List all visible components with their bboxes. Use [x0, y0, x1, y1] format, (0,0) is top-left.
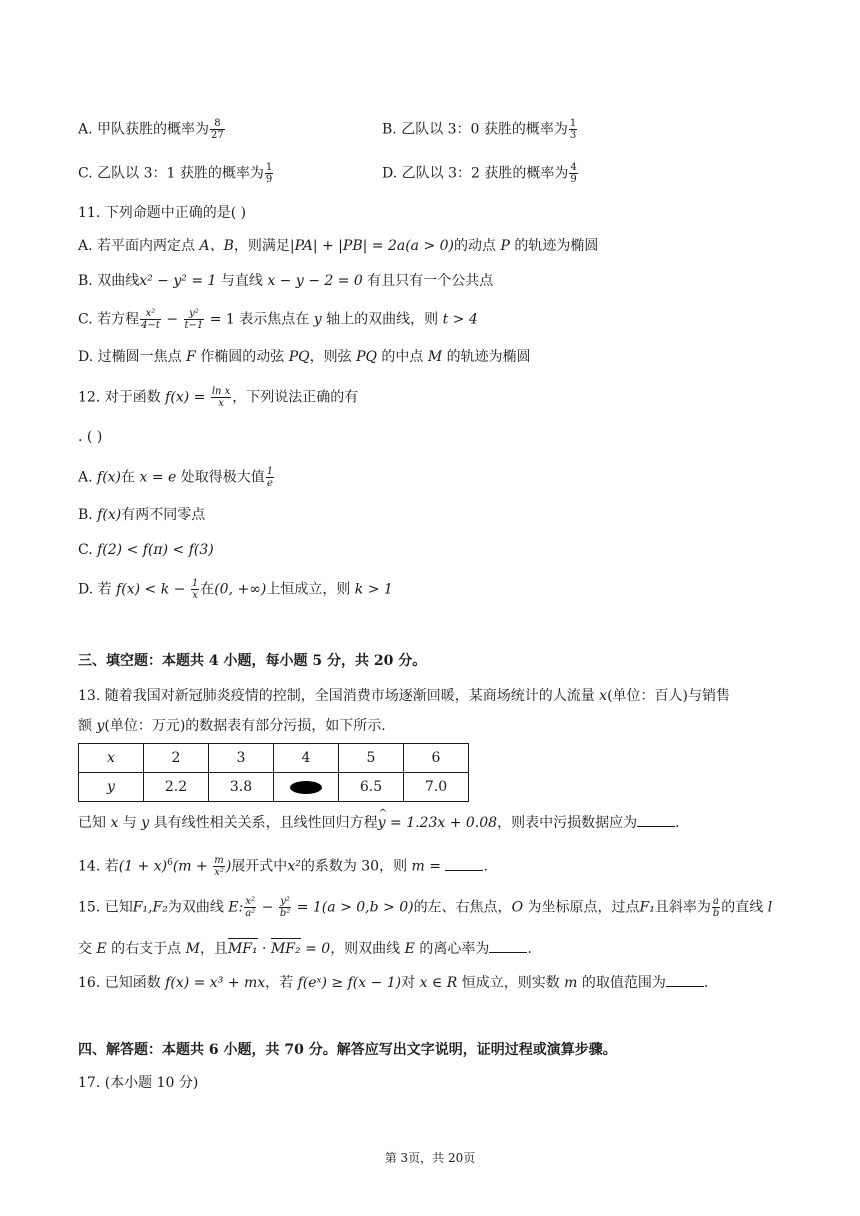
math: x ∈ R [419, 975, 458, 991]
denominator: b² [279, 908, 291, 919]
text: 的取值范围为 [577, 975, 666, 991]
text: 作椭圆的动弦 [195, 349, 289, 365]
fraction [279, 896, 291, 919]
math: y [141, 815, 150, 831]
math: ^ y [378, 813, 386, 833]
text: D. 过椭圆一焦点 [78, 349, 187, 365]
answer-blank[interactable] [445, 856, 483, 871]
math: = 1.23x + 0.08 [385, 815, 498, 831]
text: 且斜率为 [654, 899, 711, 916]
text: 交 [78, 941, 97, 957]
denominator: t−1 [184, 320, 204, 331]
text: 在 [121, 469, 140, 486]
math: x = e [139, 469, 177, 486]
text: ，若 [265, 975, 298, 991]
q10-option-c [78, 162, 274, 185]
numerator: 1 [191, 578, 199, 589]
data-table [78, 743, 469, 802]
text: ，则双曲线 [330, 941, 405, 957]
math: f(x) [97, 507, 122, 523]
denominator: x [192, 590, 198, 601]
table-cell: 7.0 [404, 773, 469, 802]
text: . [483, 858, 488, 875]
text: 的系数为 30，则 [300, 858, 412, 875]
text: 的动点 [454, 238, 501, 254]
fraction [184, 308, 205, 331]
math: m [564, 975, 578, 991]
fraction [211, 386, 231, 409]
math: t > 4 [442, 311, 478, 328]
math: f(x) < k − [116, 581, 190, 598]
page-footer: 第 3页，共 20页 [384, 1151, 476, 1165]
denominator: 27 [211, 130, 224, 141]
math: E [404, 941, 415, 957]
denominator: 9 [570, 174, 577, 185]
text: 的左、右焦点， [413, 899, 512, 916]
text: ，下列说法正确的有 [232, 389, 359, 406]
denominator: a² [245, 908, 256, 919]
math: F [186, 349, 196, 365]
table-cell: 3 [209, 744, 274, 773]
fraction [213, 855, 225, 878]
math: = 0 [300, 941, 331, 957]
table-cell: 6 [404, 744, 469, 773]
numerator: 1 [569, 118, 577, 129]
math: = 1(a > 0,b > 0) [292, 899, 414, 916]
math: x − y − 2 = 0 [267, 273, 363, 289]
table-cell-smudged [274, 773, 339, 802]
denominator: 3 [569, 130, 577, 141]
option-text: C. 乙队以 3：1 获胜的概率为 [78, 165, 264, 182]
math: |PA| + |PB| = 2a(a > 0) [289, 238, 455, 254]
text: C. [78, 542, 98, 558]
numerator: 8 [210, 118, 225, 130]
table-cell: 6.5 [339, 773, 404, 802]
q13-line3 [78, 812, 680, 833]
q15-line1 [78, 896, 772, 919]
q11-option-d [78, 347, 531, 367]
q10-option-d [382, 162, 579, 185]
math: (0, +∞) [214, 581, 267, 598]
q12-option-d [78, 578, 393, 601]
answer-blank[interactable] [637, 812, 675, 827]
math: M [427, 349, 443, 365]
ink-smudge [290, 781, 322, 794]
text: 已知 [78, 815, 111, 831]
math: E [96, 941, 107, 957]
table-row [79, 773, 469, 802]
q12-stem [78, 386, 358, 409]
text: ，则满足 [233, 238, 290, 254]
denominator: e [266, 478, 273, 489]
text: 为坐标原点，过点 [523, 899, 640, 916]
math: f(eˣ) ≥ f(x − 1) [297, 975, 402, 991]
denominator: b [712, 908, 720, 919]
table-cell: 3.8 [209, 773, 274, 802]
fraction [266, 466, 274, 489]
exponent: 6 [167, 858, 173, 868]
text: ，且 [199, 941, 228, 957]
fraction [569, 162, 577, 185]
q17-heading: 17. (本小题 10 分) [78, 1075, 199, 1091]
math: M [185, 941, 200, 957]
math: f(x) [97, 469, 122, 486]
q11-option-a [78, 236, 598, 256]
q12-stem-cont: . ( ) [78, 429, 103, 445]
text: 有两不同零点 [121, 507, 206, 523]
text: 具有线性相关关系，且线性回归方程 [149, 815, 378, 831]
numerator: 4 [570, 162, 577, 173]
text: D. 若 [78, 581, 117, 598]
text: B. [78, 507, 98, 523]
math: − [161, 311, 183, 328]
text: 与 [118, 815, 142, 831]
numerator: 1 [265, 162, 273, 173]
text: (单位：百人)与销售 [607, 688, 731, 704]
text: 14. 若 [78, 858, 119, 875]
answer-blank[interactable] [666, 972, 704, 987]
math: − [257, 899, 278, 916]
math: F₁,F₂ [132, 899, 168, 916]
fraction [191, 578, 199, 601]
math: F₁ [639, 899, 655, 916]
text: 与直线 [216, 273, 268, 289]
text: 表示焦点在 [234, 311, 314, 328]
denominator: 9 [265, 174, 273, 185]
math: x [110, 815, 119, 831]
q11-stem: 11. 下列命题中正确的是( ) [78, 205, 247, 221]
fraction [569, 118, 577, 141]
math: y [313, 311, 322, 328]
q13-line1 [78, 686, 730, 706]
section-heading: 三、填空题：本题共 4 小题，每小题 5 分，共 20 分。 [78, 653, 427, 669]
text: 的离心率为 [414, 941, 490, 957]
text: 恒成立，则实数 [457, 975, 565, 991]
q12-option-c [78, 540, 214, 560]
vector: MF₂ [270, 941, 301, 957]
text: 16. 已知函数 [78, 975, 166, 991]
vector: MF₁ [227, 941, 258, 957]
math: E: [228, 899, 244, 916]
text: C. 若方程 [78, 311, 140, 328]
numerator: y² [184, 308, 205, 320]
numerator: x² [245, 896, 256, 907]
math: x [599, 688, 608, 704]
q10-option-a [78, 118, 226, 141]
q16-line [78, 972, 708, 993]
table-cell: 2.2 [144, 773, 209, 802]
math: y [96, 718, 105, 734]
math: f(x) = x³ + mx [165, 975, 266, 991]
fraction [244, 896, 256, 919]
text: B. 双曲线 [78, 273, 140, 289]
table-cell: 5 [339, 744, 404, 773]
table-cell: 2 [144, 744, 209, 773]
denominator: 4−t [141, 320, 160, 331]
math: f(x) = [165, 389, 210, 406]
table-cell: x [79, 744, 144, 773]
text: 15. 已知 [78, 899, 133, 916]
section-heading: 四、解答题：本题共 6 小题，共 70 分。解答应写出文字说明，证明过程或演算步骤。 [78, 1042, 617, 1058]
option-text: D. 乙队以 3：2 获胜的概率为 [382, 165, 569, 182]
fraction [140, 308, 161, 331]
numerator: ln x [211, 386, 231, 397]
text: . [703, 975, 709, 991]
math: A、B [199, 238, 234, 254]
fraction [712, 896, 720, 919]
math: x² [287, 858, 301, 875]
answer-blank[interactable] [489, 938, 527, 953]
numerator: a [713, 896, 720, 907]
text: 的轨迹为椭圆 [509, 238, 599, 254]
text: 对 [401, 975, 420, 991]
text: 额 [78, 718, 97, 734]
math: x² − y² = 1 [139, 273, 217, 289]
option-text: B. 乙队以 3：0 获胜的概率为 [382, 121, 568, 138]
numerator: y² [280, 896, 290, 907]
table-cell: 4 [274, 744, 339, 773]
text: 的轨迹为椭圆 [442, 349, 531, 365]
text: 上恒成立，则 [266, 581, 355, 598]
text: ，则弦 [309, 349, 357, 365]
fraction [210, 118, 225, 141]
denominator: x [218, 398, 224, 409]
text: 处取得极大值 [176, 469, 265, 486]
math: m = [411, 858, 446, 875]
numerator: 1 [266, 466, 274, 477]
table-row [79, 744, 469, 773]
math: f(2) < f(π) < f(3) [97, 542, 214, 558]
text: A. [78, 469, 98, 486]
text: 13. 随着我国对新冠肺炎疫情的控制，全国消费市场逐渐回暖，某商场统计的人流量 [78, 688, 600, 704]
q11-option-b [78, 271, 493, 291]
text: 的右支于点 [106, 941, 186, 957]
text: 有且只有一个公共点 [362, 273, 494, 289]
text: 展开式中 [231, 858, 288, 875]
text: (单位：万元)的数据表有部分污损，如下所示. [104, 718, 386, 734]
math: k > 1 [354, 581, 393, 598]
text: 的直线 [721, 899, 768, 916]
numerator: x² [140, 308, 161, 320]
numerator: m [214, 855, 224, 867]
math: · [257, 941, 271, 957]
text: 在 [200, 581, 215, 598]
text: ，则表中污损数据应为 [497, 815, 638, 831]
denominator: x² [214, 867, 224, 879]
math: (1 + x) [118, 858, 168, 875]
text: 的中点 [376, 349, 428, 365]
q14-line [78, 853, 488, 878]
math: O [511, 899, 524, 916]
math: = 1 [205, 311, 235, 328]
q12-option-a [78, 466, 275, 489]
text: 轴上的双曲线，则 [321, 311, 443, 328]
text: A. 若平面内两定点 [78, 238, 200, 254]
q12-option-b [78, 505, 205, 525]
math: ) [225, 858, 232, 875]
math: P [500, 238, 510, 254]
table-cell: y [79, 773, 144, 802]
math: PQ [356, 349, 377, 365]
q10-option-b [382, 118, 578, 141]
q15-line2 [78, 938, 532, 959]
text: . [675, 815, 680, 831]
fraction [265, 162, 273, 185]
option-text: A. 甲队获胜的概率为 [78, 121, 210, 138]
math: PQ [288, 349, 310, 365]
math: (m + [172, 858, 213, 875]
text: 12. 对于函数 [78, 389, 166, 406]
text: . [527, 941, 532, 957]
q13-line2 [78, 716, 386, 736]
q11-option-c [78, 308, 478, 331]
text: 为双曲线 [167, 899, 229, 916]
math: l [767, 899, 773, 916]
